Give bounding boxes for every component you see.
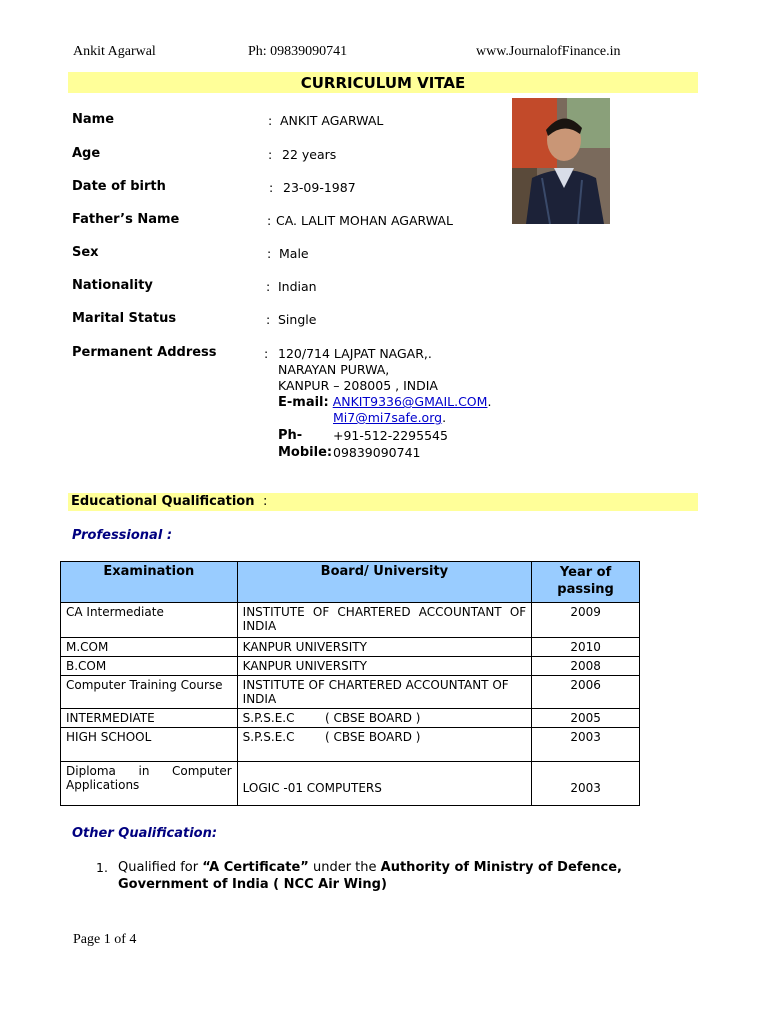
colon-sex: : — [267, 246, 272, 261]
cell-year: 2008 — [532, 657, 640, 676]
list-item-number: 1. — [96, 860, 108, 875]
page-footer: Page 1 of 4 — [73, 932, 137, 947]
colon-address: : — [264, 346, 269, 361]
value-name: ANKIT AGARWAL — [280, 113, 384, 128]
email-row — [278, 394, 491, 410]
phone-label: Ph- — [278, 428, 303, 443]
label-dob: Date of birth — [72, 179, 166, 194]
profile-photo — [512, 98, 610, 224]
label-age: Age — [72, 146, 101, 161]
table-row — [61, 603, 640, 638]
item-text-mid: under the — [308, 860, 381, 875]
value-marital: Single — [278, 312, 317, 327]
education-table — [60, 561, 640, 806]
list-item — [118, 859, 700, 893]
cell-board: KANPUR UNIVERSITY — [237, 657, 532, 676]
value-sex: Male — [279, 246, 309, 261]
cell-exam: HIGH SCHOOL — [61, 728, 238, 762]
cell-year: 2010 — [532, 638, 640, 657]
item-text-bold-1: “A Certificate” — [202, 860, 309, 875]
address-line-3: KANPUR – 208005 , INDIA — [278, 378, 438, 393]
cell-year: 2006 — [532, 676, 640, 709]
cell-year: 2003 — [532, 728, 640, 762]
title-band — [68, 72, 698, 93]
cell-exam: M.COM — [61, 638, 238, 657]
cell-exam: CA Intermediate — [61, 603, 238, 638]
cell-year: 2003 — [532, 762, 640, 806]
cell-board: S.P.S.E.C ( CBSE BOARD ) — [237, 709, 532, 728]
header-website: www.JournalofFinance.in — [476, 44, 621, 59]
label-father: Father’s Name — [72, 212, 180, 227]
table-row — [61, 762, 640, 806]
cell-exam: Computer Training Course — [61, 676, 238, 709]
address-line-1: 120/714 LAJPAT NAGAR,. — [278, 346, 432, 361]
value-dob: 23-09-1987 — [283, 180, 356, 195]
header-name: Ankit Agarwal — [73, 44, 156, 59]
label-address: Permanent Address — [72, 345, 217, 360]
label-name: Name — [72, 112, 115, 127]
colon-name: : — [268, 113, 273, 128]
education-colon: : — [263, 494, 268, 509]
value-father: CA. LALIT MOHAN AGARWAL — [276, 213, 453, 228]
cell-exam: Diploma in Computer Applications — [61, 762, 238, 806]
value-age: 22 years — [282, 147, 337, 162]
value-nationality: Indian — [278, 279, 317, 294]
cell-exam: INTERMEDIATE — [61, 709, 238, 728]
table-header-row — [61, 562, 640, 603]
label-sex: Sex — [72, 245, 99, 260]
column-header-board: Board/ University — [237, 562, 532, 603]
address-line-2: NARAYAN PURWA, — [278, 362, 390, 377]
email-row-2 — [333, 410, 446, 425]
cell-board: LOGIC -01 COMPUTERS — [237, 762, 532, 806]
table-row — [61, 728, 640, 762]
phone-value: +91-512-2295545 — [333, 428, 448, 443]
cell-board: INSTITUTE OF CHARTERED ACCOUNTANT OF INDIA — [237, 603, 532, 638]
table-row — [61, 657, 640, 676]
colon-marital: : — [266, 312, 271, 327]
cell-board: INSTITUTE OF CHARTERED ACCOUNTANT OF INDIA — [237, 676, 532, 709]
cell-board: KANPUR UNIVERSITY — [237, 638, 532, 657]
professional-heading: Professional : — [72, 528, 173, 543]
education-band — [68, 493, 698, 511]
page-title: CURRICULUM VITAE — [300, 74, 466, 92]
cell-board: S.P.S.E.C ( CBSE BOARD ) — [237, 728, 532, 762]
cell-year: 2009 — [532, 603, 640, 638]
cell-year: 2005 — [532, 709, 640, 728]
email-link-1[interactable]: ANKIT9336@GMAIL.COM — [332, 394, 488, 409]
mobile-label: Mobile: — [278, 445, 333, 460]
column-header-year: Year of passing — [532, 562, 640, 603]
colon-father: : — [267, 213, 272, 228]
email-label: E-mail: — [278, 395, 329, 410]
column-header-examination: Examination — [61, 562, 238, 603]
header-phone: Ph: 09839090741 — [248, 44, 348, 59]
table-row — [61, 709, 640, 728]
email-2-suffix: . — [442, 410, 447, 425]
other-qualification-heading: Other Qualification: — [72, 826, 218, 841]
table-row — [61, 638, 640, 657]
cell-exam: B.COM — [61, 657, 238, 676]
item-text-bold-2: Authority of Ministry of Defence, Government of India ( NCC Air Wing) — [118, 860, 622, 892]
table-row — [61, 676, 640, 709]
email-1-suffix: . — [487, 394, 492, 409]
colon-age: : — [268, 147, 273, 162]
item-text-pre: Qualified for — [118, 860, 203, 875]
colon-nationality: : — [266, 279, 271, 294]
mobile-value: 09839090741 — [333, 445, 421, 460]
label-marital: Marital Status — [72, 311, 177, 326]
email-link-2[interactable]: Mi7@mi7safe.org — [333, 410, 443, 425]
colon-dob: : — [269, 180, 274, 195]
education-title: Educational Qualification — [71, 494, 255, 509]
label-nationality: Nationality — [72, 278, 153, 293]
